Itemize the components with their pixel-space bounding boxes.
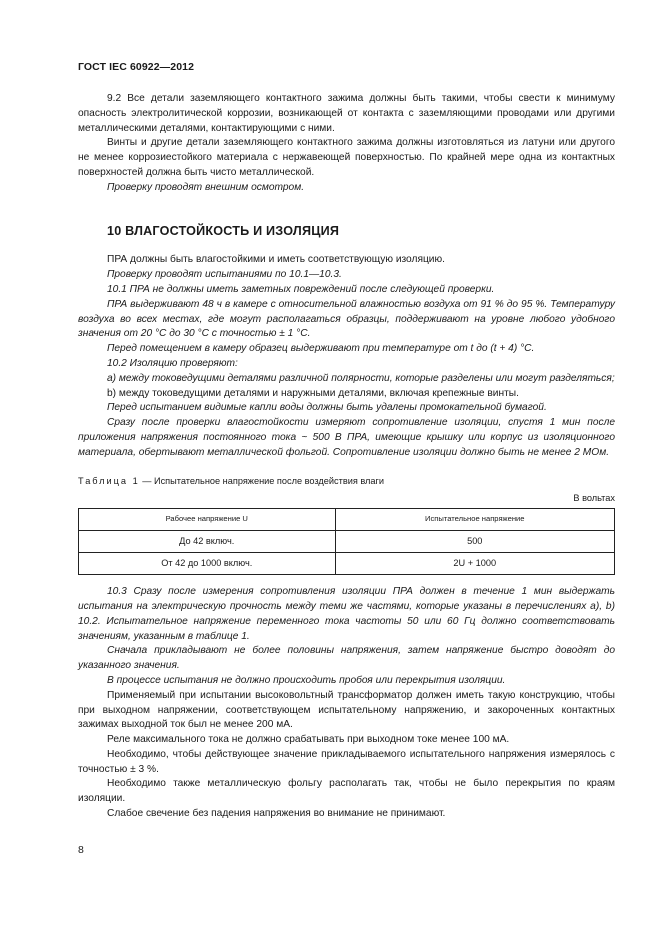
paragraph: Необходимо, чтобы действующее значение прикладываемого испытательного напряжения измерялось с точностью ± 3 %. [78, 748, 615, 775]
clause-10-1: 10.1 ПРА не должны иметь заметных повреждений после следующей проверки. [107, 283, 495, 295]
table-caption-text: — Испытательное напряжение после воздействия влаги [139, 475, 384, 486]
page-number: 8 [78, 844, 84, 856]
column-header: Рабочее напряжение U [79, 509, 336, 531]
paragraph: Сразу после проверки влагостойкости измеряют сопротивление изоляции, спустя 1 мин после приложения напряжения постоянного тока ~ 500 В ПРА, имеющие крышку или корпус из изоляционного материала, обертывают металлической фольгой. Сопротивление изоляции должно быть не менее 2 МОм. [78, 417, 615, 458]
section-title: 10 ВЛАГОСТОЙКОСТЬ И ИЗОЛЯЦИЯ [107, 223, 340, 238]
paragraph: ПРА выдерживают 48 ч в камере с относительной влажностью воздуха от 91 % до 95 %. Температуру воздуха во всех местах, где могут располагаться образцы, поддерживают на уровне любого удобного значения от 20 °С до 30 °С с точностью ± 1 °С. [78, 298, 615, 340]
table-header-row [79, 509, 615, 531]
table-caption-label: Таблица 1 [78, 475, 140, 486]
paragraph: Винты и другие детали заземляющего контактного зажима должны изготовляться из латуни или другого не менее коррозиестойкого материала с нержавеющей поверхностью. По крайней мере одна из контактных поверхностей должна быть чисто металлической. [78, 137, 615, 178]
clause-10-3: 10.3 Сразу после измерения сопротивления изоляции ПРА должен в течение 1 мин выдержать испытания на электрическую прочность между теми же частями, которые указаны в перечислениях а), b) 10.2. Испытательное напряжение переменного тока частоты 50 или 60 Гц должно соответствовать значениям, указанным в таблице 1. [78, 586, 615, 642]
paragraph: Перед испытанием видимые капли воды должны быть удалены промокательной бумагой. [107, 402, 547, 414]
clause-10-2: 10.2 Изоляцию проверяют: [107, 357, 238, 369]
table-cell: 2U + 1000 [335, 553, 614, 575]
paragraph: Перед помещением в камеру образец выдерживают при температуре от t до (t + 4) °С. [107, 343, 535, 355]
column-header: Испытательное напряжение [335, 509, 614, 531]
check-note: Проверку проводят внешним осмотром. [107, 181, 305, 193]
paragraph: Необходимо также металлическую фольгу располагать так, чтобы не было перекрытия по краям изоляции. [78, 778, 615, 805]
table-row [79, 531, 615, 553]
table-caption [78, 474, 615, 489]
clause-9-2: 9.2 Все детали заземляющего контактного зажима должны быть такими, чтобы свести к минимуму опасность электролитической коррозии, возникающей от контакта с заземляющими проводами или другими металлическими деталями, контактирующими с ними. [78, 93, 615, 134]
table-unit: В вольтах [573, 493, 615, 504]
paragraph: Реле максимального тока не должно срабатывать при выходном токе менее 100 мА. [107, 734, 510, 746]
table-row [79, 553, 615, 575]
table-cell: До 42 включ. [79, 531, 336, 553]
paragraph: Слабое свечение без падения напряжения во внимание не принимают. [107, 808, 446, 820]
table-cell: 500 [335, 531, 614, 553]
paragraph: В процессе испытания не должно происходить пробоя или перекрытия изоляции. [107, 674, 506, 686]
test-voltage-table [78, 508, 615, 575]
table-cell: От 42 до 1000 включ. [79, 553, 336, 575]
list-item-a: а) между токоведущими деталями различной полярности, которые разделены или могут разделяться; [107, 372, 615, 384]
page-content [78, 92, 615, 822]
list-item-b: b) между токоведущими деталями и наружными деталями, включая крепежные винты. [107, 387, 519, 399]
paragraph: ПРА должны быть влагостойкими и иметь соответствующую изоляцию. [107, 254, 445, 266]
paragraph: Сначала прикладывают не более половины напряжения, затем напряжение быстро доводят до указанного значения. [78, 645, 615, 672]
paragraph: Применяемый при испытании высоковольтный трансформатор должен иметь такую конструкцию, чтобы при выходном напряжении, соответствующем испытательному напряжению, и закороченных контактных зажимах выходной ток был не менее 200 мА. [78, 689, 615, 731]
document-header: ГОСТ IEC 60922—2012 [78, 61, 195, 73]
check-note: Проверку проводят испытаниями по 10.1—10.3. [107, 269, 342, 281]
